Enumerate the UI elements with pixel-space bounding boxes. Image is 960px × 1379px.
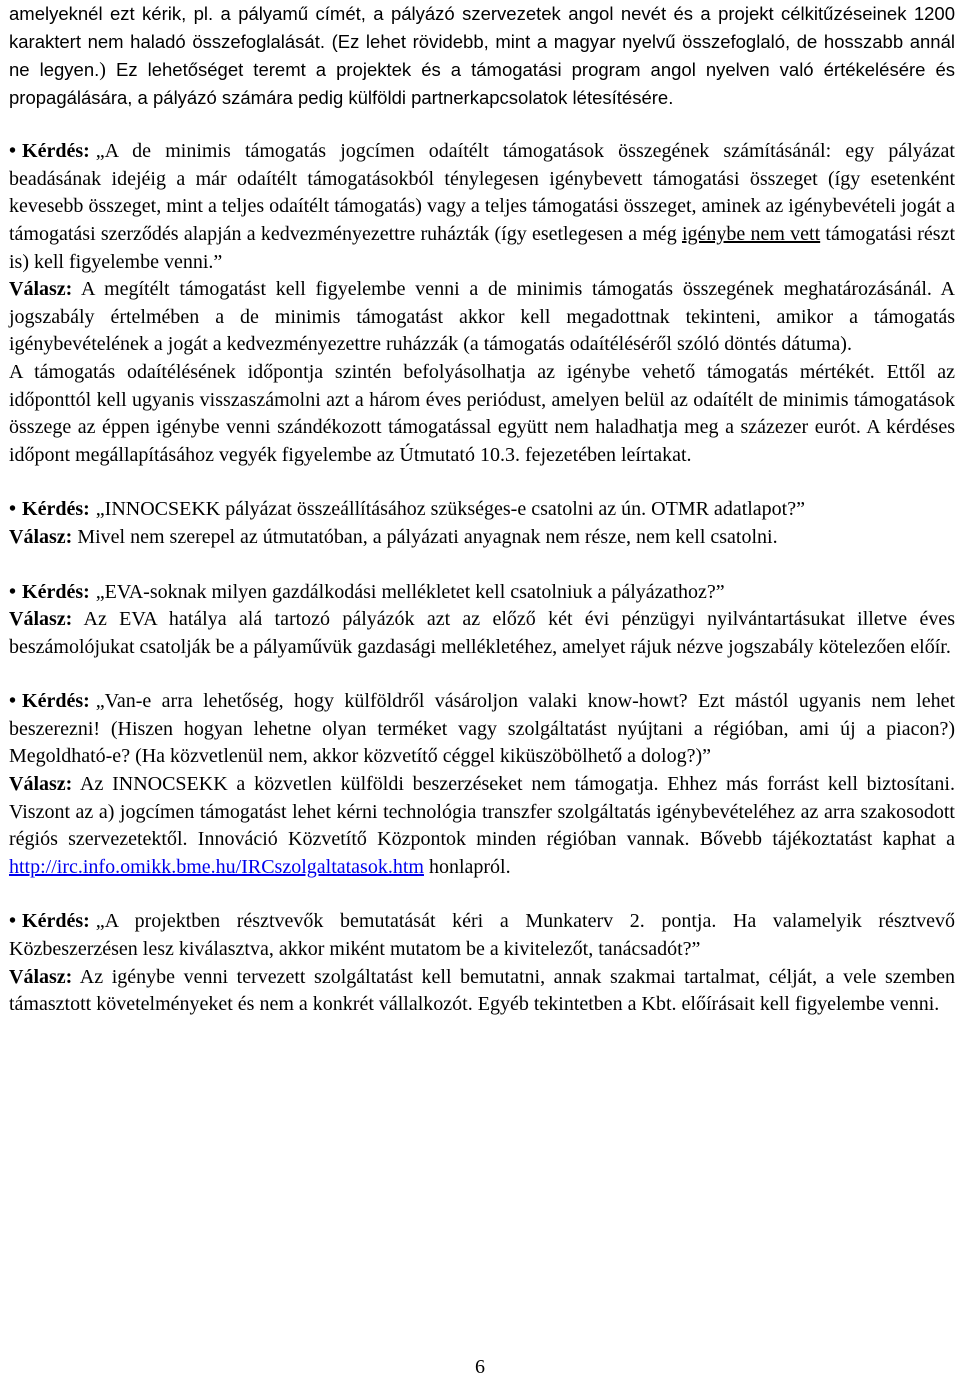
answer-text: Az INNOCSEKK a közvetlen külföldi beszerzéseket nem támogatja. Ehhez más forrást kell biztosítani. Viszont az a) jogcímen támogatást lehet kérni technológia transzfer szolgáltatás igénybevételéhez az arra szakosodott régiós szervezetektől. Innováció Közvetítő Központok minden régióban vannak. Bővebb tájékoztatást kaphat a <box>9 773 955 851</box>
qa-block-2 <box>9 496 955 551</box>
question-5 <box>9 908 955 963</box>
answer-1 <box>9 276 955 359</box>
document-page <box>9 0 955 1019</box>
qa-block-3 <box>9 579 955 662</box>
question-label: Kérdés: <box>22 498 90 521</box>
qa-block-5 <box>9 908 955 1018</box>
question-text-end: támogatási részt is) kell figyelembe venni.” <box>9 222 956 273</box>
answer-label: Válasz: <box>9 525 73 548</box>
answer-text: A megítélt támogatást kell figyelembe venni a de minimis támogatás összegének meghatározásánál. A jogszabály értelmében a de minimis támogatást akkor kell megadottnak tekinteni, amikor a támogatás igénybevételének a jogát a kedvezményezettre ruházzák (a támogatás odaítéléséről szóló döntés dátuma). <box>9 278 955 356</box>
bullet: • <box>9 690 17 713</box>
answer-3 <box>9 606 955 661</box>
answer-text: Az EVA hatálya alá tartozó pályázók azt az előző két évi pénzügyi nyilvántartásukat illetve éves beszámolójukat csatolják be a pályaművük gazdasági mellékletéhez, amelyet rájuk nézve jogszabály kötelezően előír. <box>9 608 955 658</box>
bullet: • <box>9 910 17 933</box>
answer-4 <box>9 771 955 881</box>
answer-2 <box>9 524 955 552</box>
intro-text-2: ) <box>99 58 106 81</box>
question-text: „Van-e arra lehetőség, hogy külföldről vásároljon valaki know-howt? Ezt mástól ugyanis nem lehet beszerezni! (Hiszen hogyan lehetne olyan terméket vagy szolgáltatást nyújtani a régióban, ami új a piacon?) Megoldható-e? (Ha közvetlenül nem, akkor közvetítő céggel kiküszöbölhető a dolog?)” <box>9 690 955 768</box>
intro-paragraph <box>9 0 955 112</box>
answer-label: Válasz: <box>9 773 73 796</box>
question-label: Kérdés: <box>22 690 90 713</box>
answer-label: Válasz: <box>9 965 73 988</box>
question-text: „A projektben résztvevők bemutatását kéri a Munkaterv 2. pontja. Ha valamelyik résztvevő Közbeszerzésen lesz kiválasztva, akkor miként mutatom be a kivitelezőt, tanácsadót?” <box>9 910 955 961</box>
answer-1-continued: A támogatás odaítélésének időpontja szintén befolyásolhatja az igénybe vehető támogatás mértékét. Ettől az időponttól kell ugyanis visszaszámolni azt a három éves periódust, amelyen belül az odaítélt de minimis támogatások összege az éppen igénybe venni szándékozott támogatással együtt nem haladhatja meg a százezer eurót. A kérdéses időpont megállapításához vegyék figyelembe az Útmutató 10.3. fejezetében leírtakat. <box>9 360 955 466</box>
question-4 <box>9 688 955 771</box>
qa-block-4 <box>9 688 955 881</box>
question-3 <box>9 579 955 607</box>
bullet: • <box>9 140 17 163</box>
intro-text-3: Ez lehetőséget teremt a projektek és a támogatási program angol nyelven való értékelésére és propagálására, a pályázó számára pedig külföldi partnerkapcsolatok létesítésére. <box>9 58 956 109</box>
question-label: Kérdés: <box>22 140 90 163</box>
question-text: „INNOCSEKK pályázat összeállításához szükséges-e csatolni az ún. OTMR adatlapot?” <box>95 498 805 521</box>
question-text: „EVA-soknak milyen gazdálkodási mellékletet kell csatolniuk a pályázathoz?” <box>95 580 725 603</box>
answer-5 <box>9 964 955 1019</box>
qa-block-1 <box>9 138 955 469</box>
question-label: Kérdés: <box>22 580 90 603</box>
answer-label: Válasz: <box>9 608 73 631</box>
question-1 <box>9 138 955 276</box>
bullet: • <box>9 498 17 521</box>
page-number: 6 <box>475 1356 485 1378</box>
underlined-text: igénybe nem vett <box>681 222 821 245</box>
intro-text-1: amelyeknél ezt kérik, pl. a pályamű címét, a pályázó szervezetek angol nevét és a projekt célkitűzéseinek 1200 karaktert nem haladó összefoglalását. (Ez lehet rövidebb, mint a magyar nyelvű összefoglaló, de hosszabb annál ne legyen. <box>9 3 955 80</box>
answer-text-end: honlapról. <box>423 855 511 878</box>
question-2 <box>9 496 955 524</box>
answer-label: Válasz: <box>9 278 73 301</box>
answer-text: Az igénybe venni tervezett szolgáltatást kell bemutatni, annak szakmai tartalmat, célját, a vele szemben támasztott követelményeket és nem a konkrét vállalkozót. Egyéb tekintetben a Kbt. előírásait kell figyelembe venni. <box>9 965 955 1016</box>
bullet: • <box>9 580 17 603</box>
answer-text: Mivel nem szerepel az útmutatóban, a pályázati anyagnak nem része, nem kell csatolni. <box>72 525 778 548</box>
question-text: „A de minimis támogatás jogcímen odaítélt támogatások összegének számításánál: egy pályázat beadásának idejéig a már odaítélt támogatásokból ténylegesen igénybevett támogatási összeget (így esetenként kevesebb összeget, mint a teljes odaítélt támogatás) vagy a teljes támogatási összeget, aminek az igénybevételi jogát a támogatási szerződés alapján a kedvezményezettre ruházták (így esetlegesen a még <box>9 140 955 245</box>
question-label: Kérdés: <box>22 910 90 933</box>
irc-link[interactable]: http://irc.info.omikk.bme.hu/IRCszolgaltatasok.htm <box>9 855 424 878</box>
